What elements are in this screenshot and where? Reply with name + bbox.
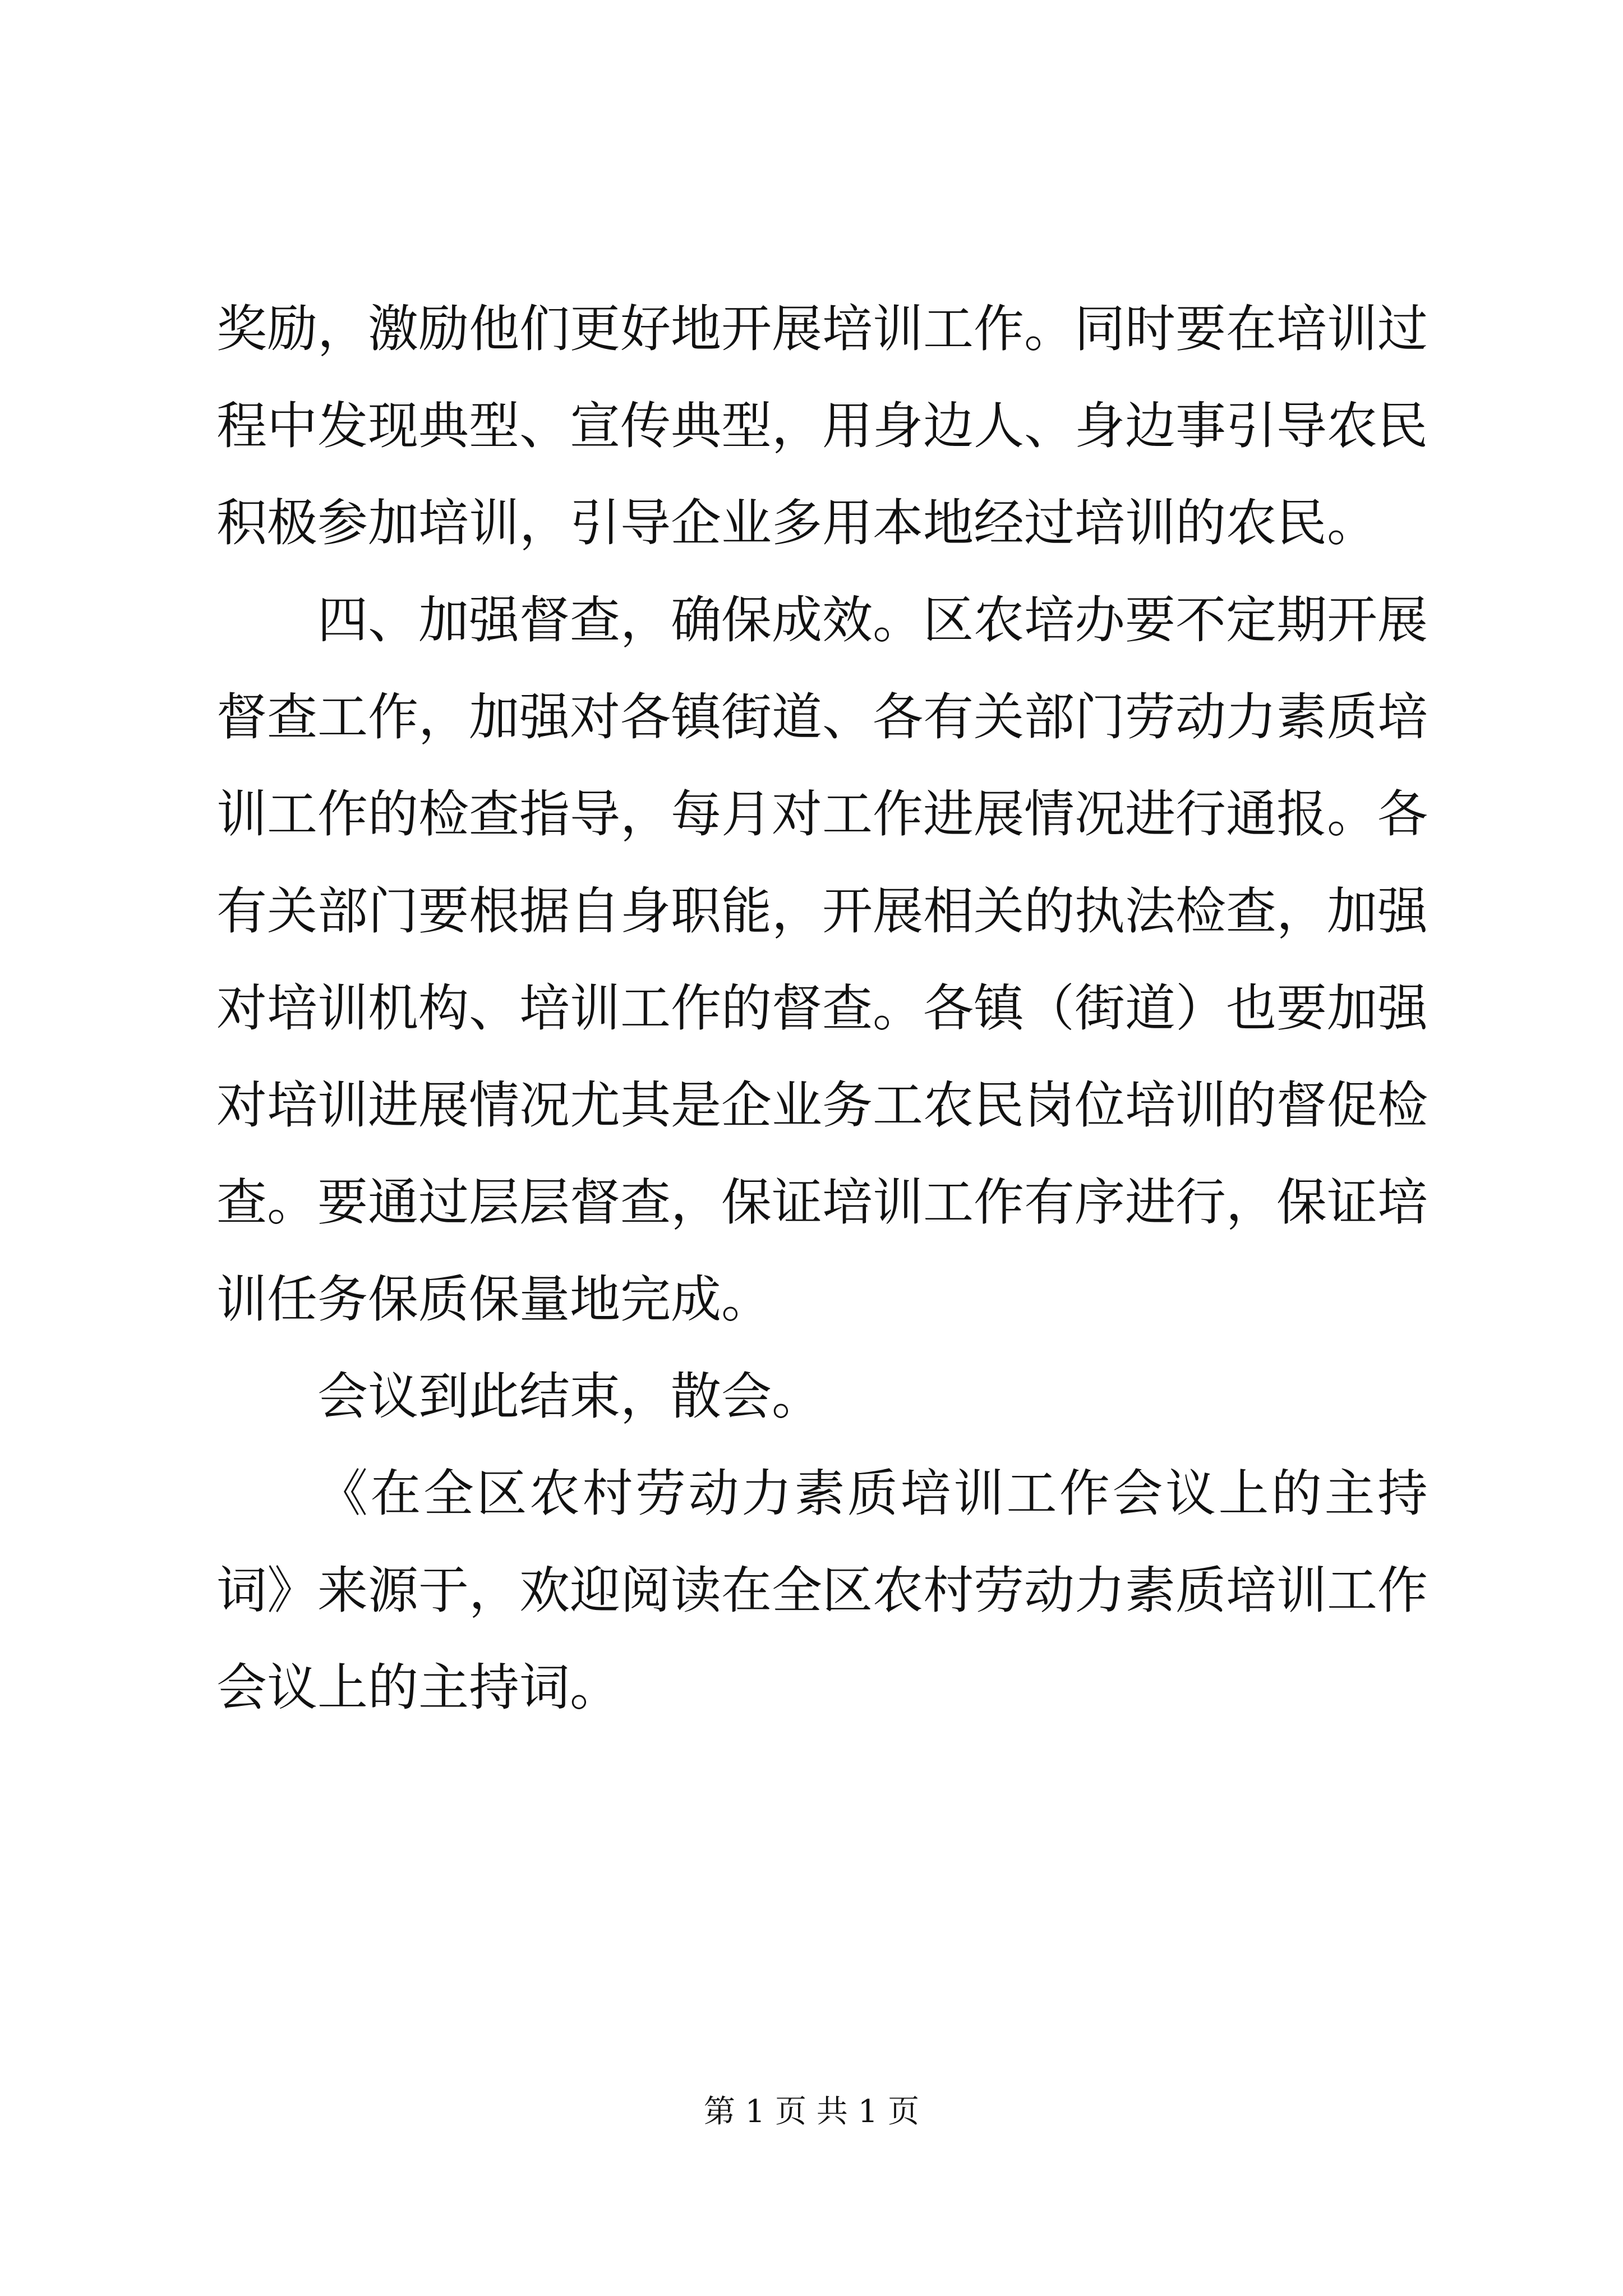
paragraph-2: 四、加强督查，确保成效。区农培办要不定期开展督查工作，加强对各镇街道、各有关部门劳动力素质培训工作的检查指导，每月对工作进展情况进行通报。各有关部门要根据自身职能，开展相关的执法检查，加强对培训机构、培训工作的督查。各镇（街道）也要加强对培训进展情况尤其是企业务工农民岗位培训的督促检查。要通过层层督查，保证培训工作有序进行，保证培训任务保质保量地完成。 bbox=[216, 591, 1428, 1329]
paragraph-1: 奖励，激励他们更好地开展培训工作。同时要在培训过程中发现典型、宣传典型，用身边人、身边事引导农民积极参加培训，引导企业多用本地经过培训的农民。 bbox=[216, 300, 1428, 553]
paragraph-3: 会议到此结束，散会。 bbox=[317, 1367, 822, 1426]
paragraph-4: 《在全区农村劳动力素质培训工作会议上的主持词》来源于，欢迎阅读在全区农村劳动力素质培训工作会议上的主持词。 bbox=[216, 1464, 1428, 1717]
document-body bbox=[216, 280, 1428, 1736]
page-number-footer: 第 1 页 共 1 页 bbox=[703, 2093, 920, 2130]
